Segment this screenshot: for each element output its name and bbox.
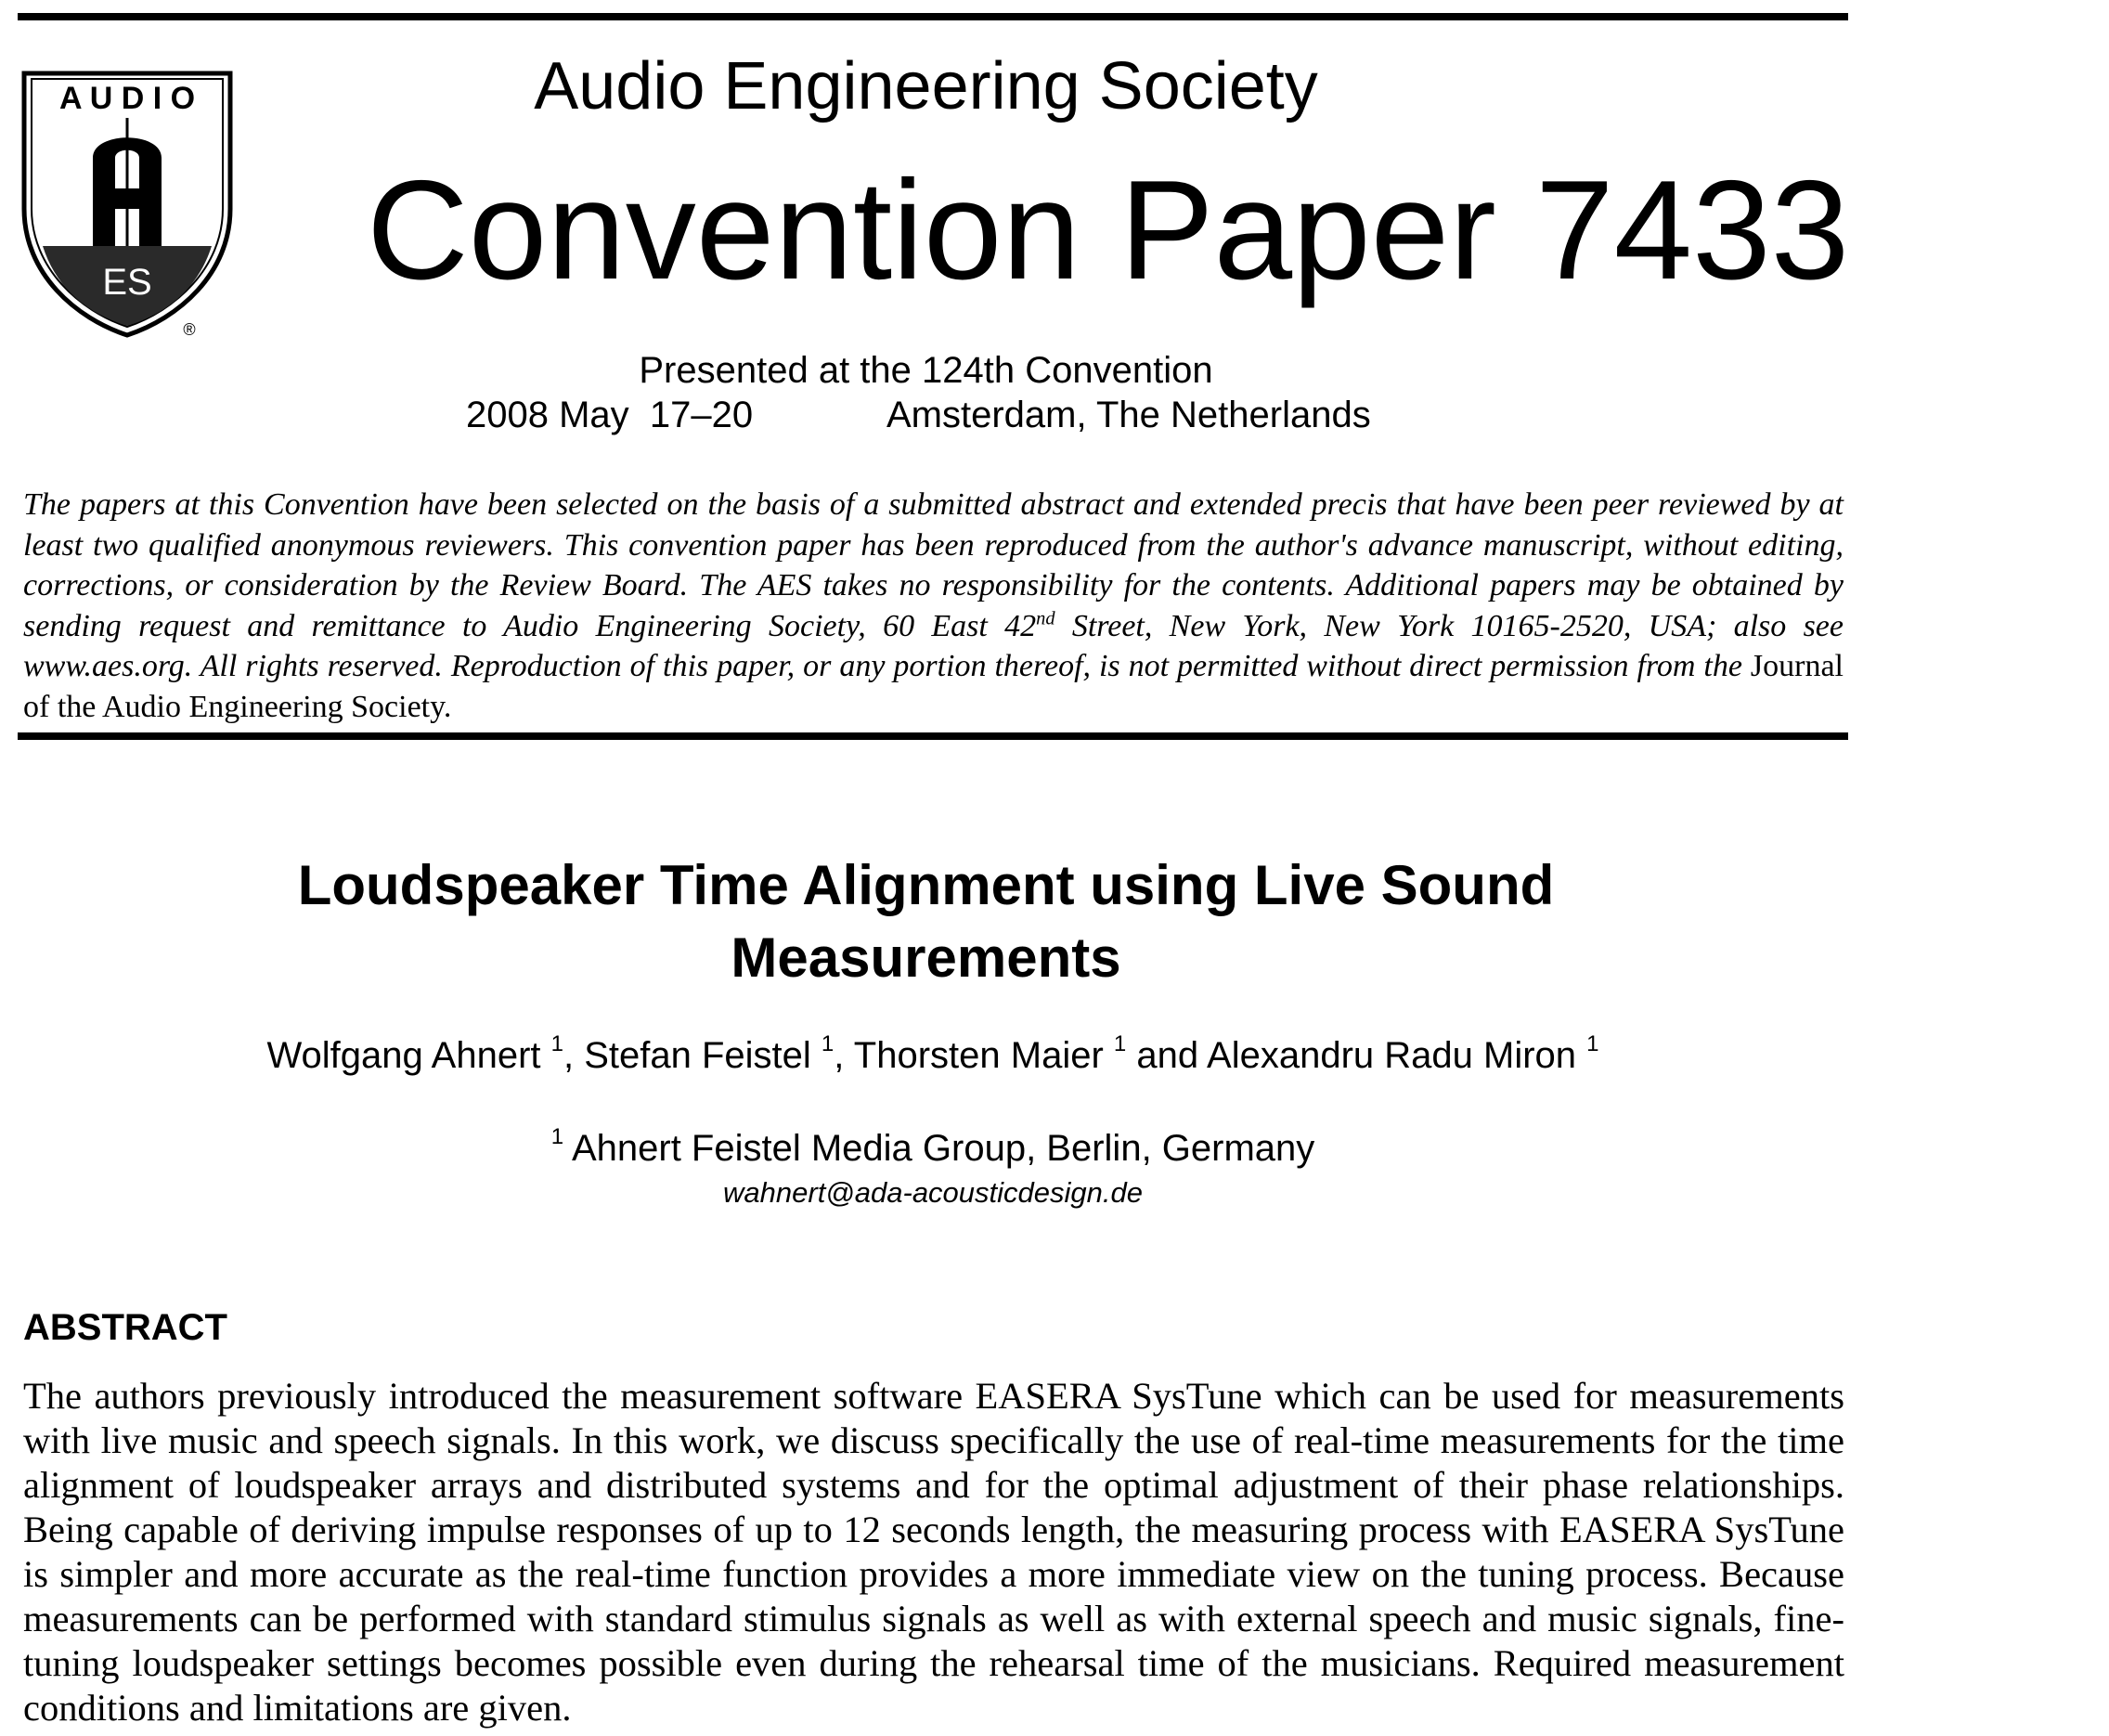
registered-mark: ® <box>183 320 196 339</box>
top-rule <box>18 13 1848 20</box>
author-name: Wolfgang Ahnert <box>266 1035 551 1076</box>
peer-review-notice: The papers at this Convention have been selected on the basis of a submitted abstract and extended precis that have been peer reviewed by at least two qualified anonymous reviewers. This convention paper has been reproduced from the author's advance manuscript, without editing, corrections, or consideration by the Review Board. The AES takes no responsibility for the contents. Additional papers may be obtained by sending request and remittance to Audio Engineering Society, 60 East 42nd Street, New York, New York 10165-2520, USA; also see www.aes.org. All rights reserved. Reproduction of this paper, or any portion thereof, is not permitted without direct permission from the Journal of the Audio Engineering Society. <box>23 487 1844 724</box>
author-name: Thorsten Maier <box>853 1035 1114 1076</box>
abstract-body: The authors previously introduced the measurement software EASERA SysTune which can be used for measurements with live music and speech signals. In this work, we discuss specifically the use of real-time measurements for the time alignment of loudspeaker arrays and distributed systems and for the optimal adjustment of their phase relationships. Being capable of deriving impulse responses of up to 12 seconds length, the measuring process with EASERA SysTune is simpler and more accurate as the real-time function provides a more immediate view on the tuning process. Because measurements can be performed with standard stimulus signals as well as with external speech and music signals, fine-tuning loudspeaker settings becomes possible even during the rehearsal time of the musicians. Required measurement conditions and limitations are given. <box>23 1375 1844 1729</box>
author-name: Stefan Feistel <box>584 1035 822 1076</box>
author-name: Alexandru Radu Miron <box>1207 1035 1587 1076</box>
paper-number-title: Convention Paper 7433 <box>367 151 1850 309</box>
abstract-heading: ABSTRACT <box>23 1307 227 1348</box>
presented-at: Presented at the 124th Convention <box>639 350 1213 391</box>
notice-rule <box>18 732 1848 740</box>
affiliation: $^1$ Ahnert Feistel Media Group, Berlin, Germany <box>550 1124 1315 1169</box>
society-name: Audio Engineering Society <box>534 49 1318 123</box>
logo-top-text: A U D I O <box>58 81 196 116</box>
author-list: Wolfgang Ahnert $^1$, Stefan Feistel $^1$, Thorsten Maier $^1$ and Alexandru Radu Miron $^1$ <box>266 1031 1599 1076</box>
paper-title: Loudspeaker Time Alignment using Live Sound Measurements <box>297 854 1555 989</box>
convention-location: Amsterdam, The Netherlands <box>886 395 1371 435</box>
convention-date: 2008 May 17–20 <box>466 395 754 435</box>
logo-bottom-text: ES <box>102 262 152 303</box>
contact-email[interactable]: wahnert@ada-acousticdesign.de <box>723 1176 1143 1209</box>
